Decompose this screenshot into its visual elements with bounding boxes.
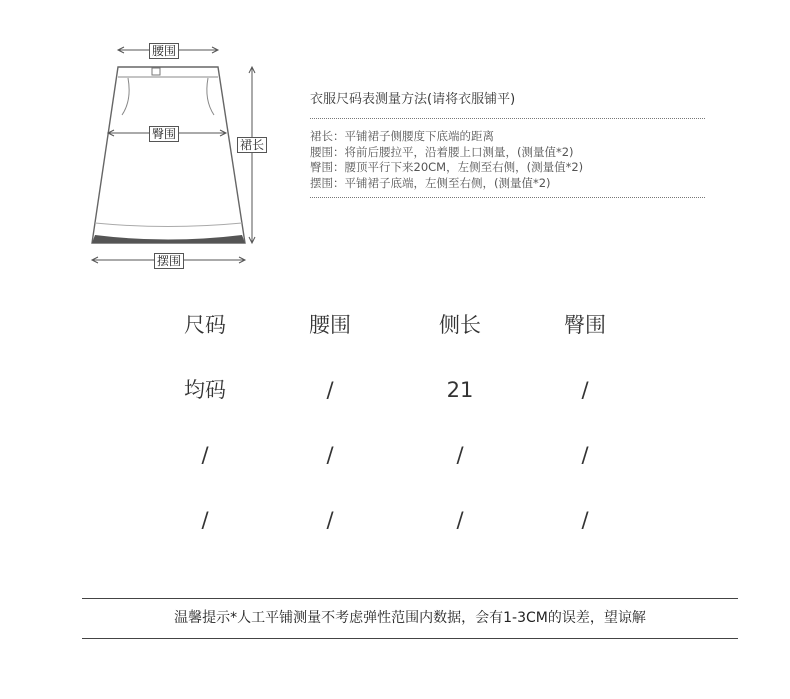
header-size: 尺码: [184, 313, 226, 337]
table-cell: /: [201, 508, 209, 532]
waist-label: 腰围: [149, 43, 179, 59]
notice-text: 温馨提示*人工平铺测量不考虑弹性范围内数据，会有1-3CM的误差，望谅解: [174, 610, 646, 626]
table-row: [140, 375, 670, 440]
table-cell: /: [326, 443, 334, 467]
notice-divider-top: [82, 598, 738, 599]
header-hip: 臀围: [564, 313, 606, 337]
method-line-waist: 腰围：将前后腰拉平，沿着腰上口测量，(测量值*2): [310, 144, 574, 159]
method-line-length: 裙长：平铺裙子侧腰度下底端的距离: [310, 129, 494, 143]
skirt-diagram: [80, 30, 280, 280]
header-waist: 腰围: [309, 313, 351, 337]
method-lines: [310, 129, 710, 191]
table-cell: /: [326, 378, 334, 402]
table-row: [140, 440, 670, 505]
length-label: 裙长: [237, 137, 267, 153]
method-title: 衣服尺码表测量方法(请将衣服铺平): [310, 92, 516, 107]
hem-label: 摆围: [154, 253, 184, 269]
table-cell: 21: [446, 378, 474, 402]
header-side-length: 侧长: [439, 313, 481, 337]
table-cell: /: [456, 443, 464, 467]
table-cell: /: [201, 443, 209, 467]
table-header-row: [140, 310, 670, 375]
table-cell: /: [581, 443, 589, 467]
table-cell: /: [326, 508, 334, 532]
measurement-method: [310, 90, 710, 198]
table-cell: /: [581, 378, 589, 402]
table-cell: /: [581, 508, 589, 532]
dotted-divider: [310, 197, 705, 198]
table-row: [140, 505, 670, 570]
hip-label: 臀围: [149, 126, 179, 142]
method-line-hem: 摆围：平铺裙子底端，左侧至右侧，(测量值*2): [310, 175, 551, 190]
skirt-illustration: [80, 30, 280, 280]
table-cell: /: [456, 508, 464, 532]
table-cell: 均码: [184, 378, 226, 402]
method-line-hip: 臀围：腰顶平行下来20CM，左侧至右侧，(测量值*2): [310, 160, 584, 174]
size-table: [140, 310, 670, 570]
notice-divider-bottom: [82, 638, 738, 639]
dotted-divider: [310, 118, 705, 119]
